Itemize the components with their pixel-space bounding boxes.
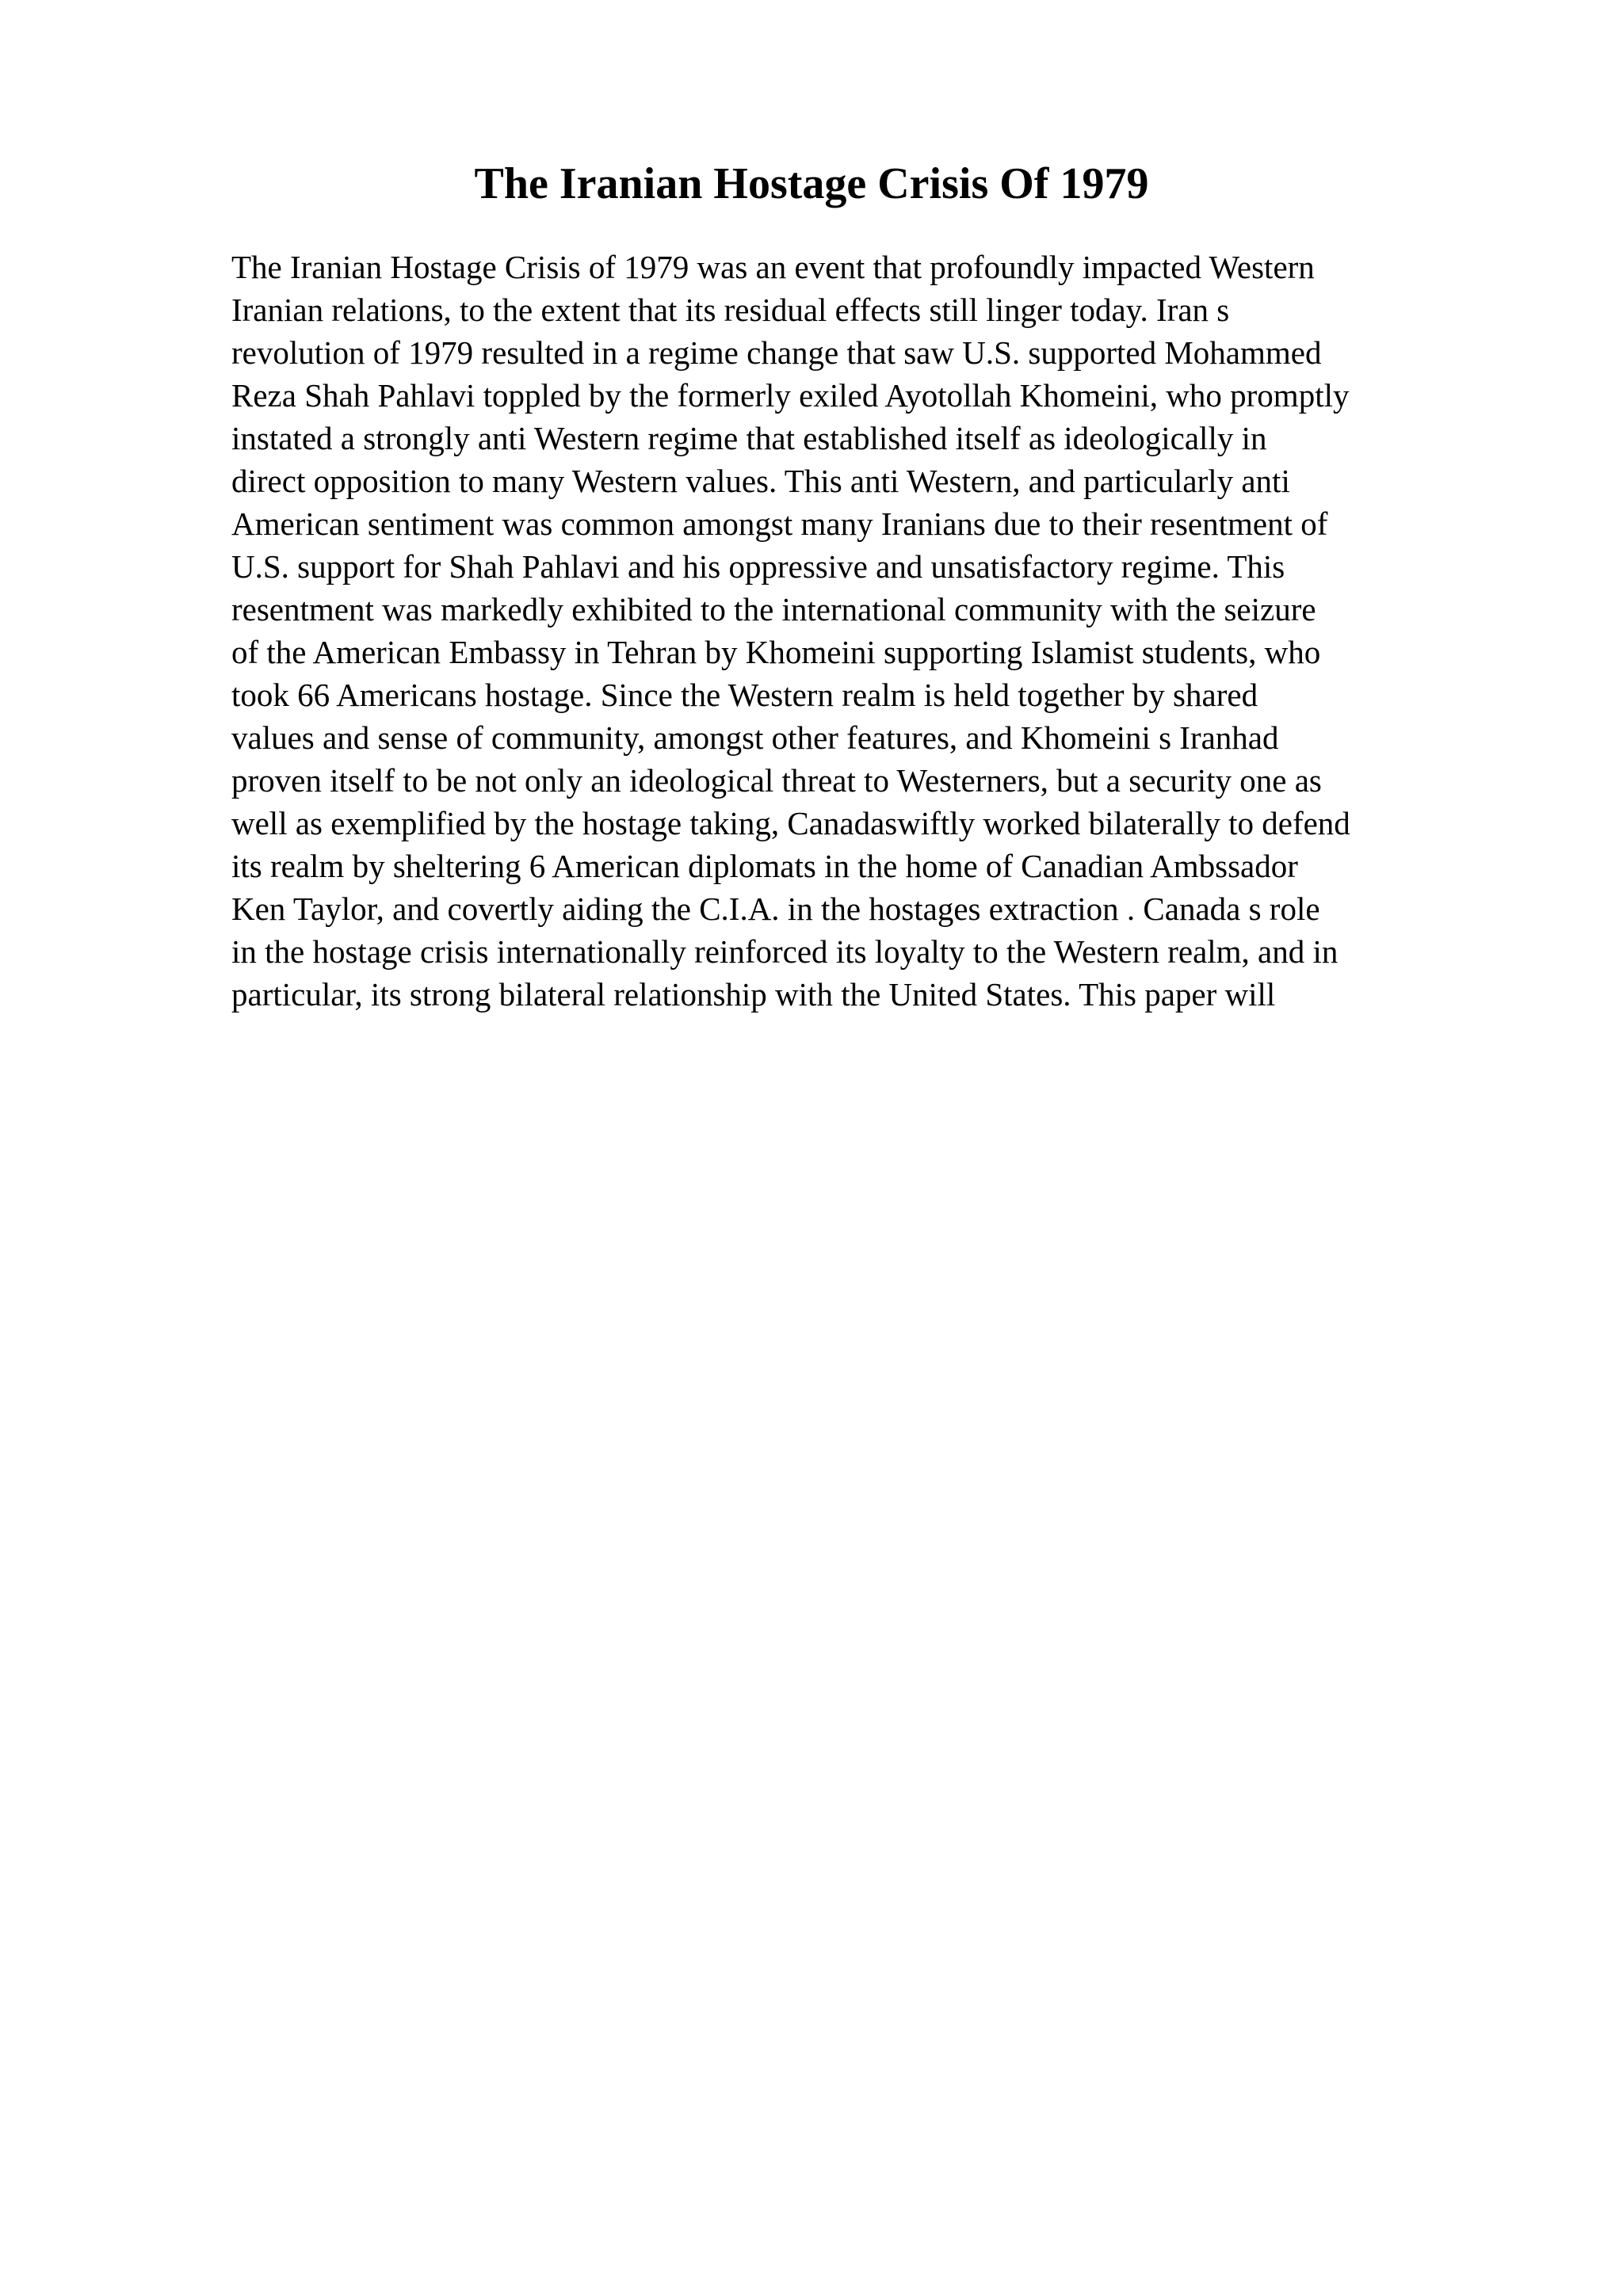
body-line: well as exemplified by the hostage taking, Canadaswiftly worked bilaterally to defend xyxy=(231,805,1350,841)
body-line: its realm by sheltering 6 American diplomats in the home of Canadian Ambssador xyxy=(231,848,1298,884)
body-line: values and sense of community, amongst other features, and Khomeini s Iranhad xyxy=(231,719,1279,756)
document-body xyxy=(231,246,1594,1016)
body-line: instated a strongly anti Western regime that established itself as ideologically in xyxy=(231,420,1267,456)
body-line: Reza Shah Pahlavi toppled by the formerly exiled Ayotollah Khomeini, who promptly xyxy=(231,377,1350,414)
body-line: U.S. support for Shah Pahlavi and his oppressive and unsatisfactory regime. This xyxy=(231,548,1285,585)
body-line: Iranian relations, to the extent that its residual effects still linger today. Iran s xyxy=(231,292,1230,328)
body-line: American sentiment was common amongst many Iranians due to their resentment of xyxy=(231,505,1328,542)
body-line: took 66 Americans hostage. Since the Western realm is held together by shared xyxy=(231,677,1258,713)
body-line: Ken Taylor, and covertly aiding the C.I.A. in the hostages extraction . Canada s role xyxy=(231,891,1320,927)
document-title: The Iranian Hostage Crisis Of 1979 xyxy=(474,159,1149,208)
body-line: of the American Embassy in Tehran by Khomeini supporting Islamist students, who xyxy=(231,634,1321,670)
body-line: proven itself to be not only an ideological threat to Westerners, but a security one as xyxy=(231,762,1322,799)
body-line: in the hostage crisis internationally reinforced its loyalty to the Western realm, and in xyxy=(231,933,1338,970)
body-line: particular, its strong bilateral relationship with the United States. This paper will xyxy=(231,976,1276,1013)
body-line: revolution of 1979 resulted in a regime change that saw U.S. supported Mohammed xyxy=(231,334,1322,371)
body-line: resentment was markedly exhibited to the international community with the seizure xyxy=(231,591,1316,627)
body-line: direct opposition to many Western values. This anti Western, and particularly anti xyxy=(231,463,1290,499)
body-line: The Iranian Hostage Crisis of 1979 was an event that profoundly impacted Western xyxy=(231,249,1315,285)
